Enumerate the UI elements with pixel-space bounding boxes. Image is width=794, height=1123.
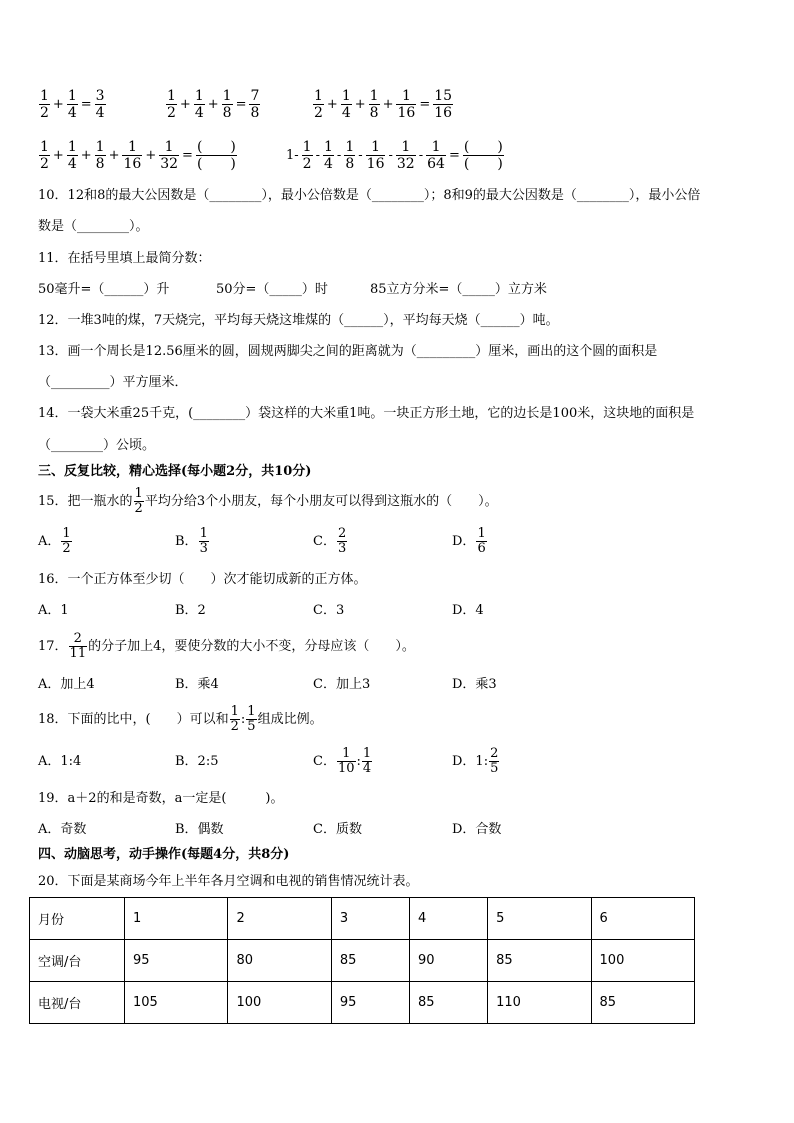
table-cell: 空调/台	[30, 940, 125, 982]
question-13-line1: 13．画一个周长是12.56厘米的圆，圆规两脚尖之间的距离就为（_________）厘米，画出的这个圆的面积是	[38, 344, 658, 359]
q17-option-c[interactable]: C．加上3	[313, 677, 371, 692]
fraction: $\frac{1}{2}$	[62, 526, 71, 556]
q16-option-d[interactable]: D．4	[452, 603, 484, 618]
q16-option-c[interactable]: C．3	[313, 603, 345, 618]
table-cell: 1	[125, 898, 228, 940]
question-10-line1: 10．12和8的最大公因数是（________），最小公倍数是（________）；8和9的最大公因数是（________），最小公倍	[38, 188, 701, 203]
question-14-line1: 14．一袋大米重25千克，(________）袋这样的大米重1吨。一块正方形土地，它的边长是100米，这块地的面积是	[38, 406, 695, 421]
fraction: $\frac{2}{5}$	[490, 746, 499, 776]
fraction: $\frac{1}{2}$	[134, 486, 143, 516]
table-row	[30, 982, 695, 1024]
fraction: $\frac{1}{10}$	[337, 746, 355, 776]
q16-option-b[interactable]: B．2	[175, 603, 206, 618]
section-3-heading: 三、反复比较，精心选择(每小题2分，共10分)	[38, 464, 312, 479]
q18-option-c[interactable]: C． $\frac{1}{10}$ : $\frac{1}{4}$	[313, 746, 372, 776]
table-cell: 80	[228, 940, 331, 982]
fraction: $\frac{1}{2}$	[167, 88, 176, 121]
q16-option-a[interactable]: A．1	[38, 603, 69, 618]
fraction: $\frac{1}{32}$	[396, 139, 415, 172]
fraction: $\frac{1}{16}$	[366, 139, 385, 172]
table-row	[30, 940, 695, 982]
question-19: 19．a＋2的和是奇数，a一定是( )。	[38, 791, 284, 806]
fraction: $\frac{1}{32}$	[160, 139, 179, 172]
q17-option-b[interactable]: B．乘4	[175, 677, 219, 692]
fraction: $\frac{2}{11}$	[69, 631, 87, 661]
table-cell: 85	[409, 982, 487, 1024]
fraction: $\frac{3}{4}$	[95, 88, 105, 121]
answer-blank: $\frac{( )}{( )}$	[463, 139, 503, 172]
question-13-line2: （_________）平方厘米．	[38, 375, 188, 390]
table-cell: 95	[125, 940, 228, 982]
fraction: $\frac{1}{8}$	[222, 88, 232, 121]
question-17: 17． $\frac{2}{11}$ 的分子加上4，要使分数的大小不变，分母应该（ ）。	[38, 631, 415, 661]
fraction: $\frac{1}{4}$	[194, 88, 204, 121]
question-11-title: 11．在括号里填上最简分数：	[38, 251, 211, 266]
fraction: $\frac{1}{2}$	[40, 139, 49, 172]
table-cell: 5	[488, 898, 591, 940]
fraction: $\frac{1}{3}$	[199, 526, 208, 556]
q19-option-d[interactable]: D．合数	[452, 822, 502, 837]
q19-option-c[interactable]: C．质数	[313, 822, 362, 837]
fraction: $\frac{1}{5}$	[247, 704, 256, 734]
question-16: 16．一个正方体至少切（ ）次才能切成新的正方体。	[38, 572, 367, 587]
q19-option-b[interactable]: B．偶数	[175, 822, 224, 837]
table-cell: 6	[591, 898, 694, 940]
fraction: $\frac{1}{8}$	[345, 139, 355, 172]
table-row	[30, 898, 695, 940]
fraction: $\frac{1}{2}$	[40, 88, 49, 121]
fraction: $\frac{1}{16}$	[397, 88, 416, 121]
q15-option-c[interactable]: C． $\frac{2}{3}$	[313, 526, 347, 556]
fraction-sum-2: $\frac{1}{2}$ + $\frac{1}{4}$ + $\frac{1}{8}$ = $\frac{7}{8}$	[167, 88, 260, 121]
table-cell: 95	[331, 982, 409, 1024]
q19-option-a[interactable]: A．奇数	[38, 822, 87, 837]
fraction: $\frac{1}{4}$	[67, 139, 77, 172]
table-cell: 85	[591, 982, 694, 1024]
table-cell: 2	[228, 898, 331, 940]
table-cell: 月份	[30, 898, 125, 940]
fraction-sum-3: $\frac{1}{2}$ + $\frac{1}{4}$ + $\frac{1}{8}$ + $\frac{1}{16}$ = $\frac{15}{16}$	[314, 88, 453, 121]
question-10-line2: 数是（________）。	[38, 219, 149, 234]
q18-option-b[interactable]: B．2:5	[175, 754, 219, 769]
fraction: $\frac{1}{8}$	[369, 88, 379, 121]
table-cell: 3	[331, 898, 409, 940]
fraction: $\frac{1}{4}$	[67, 88, 77, 121]
fraction: $\frac{1}{16}$	[123, 139, 142, 172]
q15-option-a[interactable]: A． $\frac{1}{2}$	[38, 526, 71, 556]
fraction: $\frac{2}{3}$	[337, 526, 347, 556]
table-cell: 90	[409, 940, 487, 982]
fraction: $\frac{1}{4}$	[362, 746, 372, 776]
question-11-part2: 50分=（_____）时	[216, 282, 328, 297]
question-18: 18．下面的比中，( ）可以和 $\frac{1}{2}$ : $\frac{1}{5}$ 组成比例。	[38, 704, 323, 734]
fraction: $\frac{1}{8}$	[95, 139, 105, 172]
q17-option-d[interactable]: D．乘3	[452, 677, 497, 692]
fraction: $\frac{1}{2}$	[302, 139, 312, 172]
answer-blank: $\frac{( )}{( )}$	[196, 139, 236, 172]
table-cell: 4	[409, 898, 487, 940]
fraction: $\frac{1}{2}$	[314, 88, 323, 121]
question-20: 20．下面是某商场今年上半年各月空调和电视的销售情况统计表。	[38, 874, 419, 889]
fraction: $\frac{1}{6}$	[477, 526, 486, 556]
fraction-sum-1: $\frac{1}{2}$ + $\frac{1}{4}$ = $\frac{3}{4}$	[40, 88, 105, 121]
table-cell: 85	[488, 940, 591, 982]
table-cell: 85	[331, 940, 409, 982]
fraction: $\frac{1}{4}$	[341, 88, 351, 121]
q17-option-a[interactable]: A．加上4	[38, 677, 95, 692]
q15-option-d[interactable]: D． $\frac{1}{6}$	[452, 526, 486, 556]
fraction: $\frac{1}{2}$	[230, 704, 239, 734]
question-11-part1: 50毫升=（______）升	[38, 282, 170, 297]
fraction-diff: 1- $\frac{1}{2}$ - $\frac{1}{4}$ - $\frac{1}{8}$ - $\frac{1}{16}$ - $\frac{1}{32}$ - $\frac{1}{64}$ = $\frac{( )}{( )}$	[286, 139, 503, 172]
question-11-part3: 85立方分米=（_____）立方米	[370, 282, 547, 297]
q18-option-d[interactable]: D．1: $\frac{2}{5}$	[452, 746, 499, 776]
table-cell: 105	[125, 982, 228, 1024]
fraction: $\frac{1}{64}$	[427, 139, 445, 172]
question-14-line2: （________）公顷。	[38, 438, 156, 453]
table-cell: 100	[228, 982, 331, 1024]
fraction: $\frac{15}{16}$	[434, 88, 453, 121]
fraction: $\frac{1}{4}$	[324, 139, 333, 172]
fraction: $\frac{7}{8}$	[250, 88, 260, 121]
table-cell: 100	[591, 940, 694, 982]
sales-table	[29, 897, 695, 1024]
section-4-heading: 四、动脑思考，动手操作(每题4分，共8分)	[38, 847, 290, 862]
question-12: 12．一堆3吨的煤，7天烧完，平均每天烧这堆煤的（______），平均每天烧（______）吨。	[38, 313, 559, 328]
q15-option-b[interactable]: B． $\frac{1}{3}$	[175, 526, 208, 556]
fraction-sum-4: $\frac{1}{2}$ + $\frac{1}{4}$ + $\frac{1}{8}$ + $\frac{1}{16}$ + $\frac{1}{32}$ = $\frac{( )}{( )}$	[40, 139, 236, 172]
table-cell: 电视/台	[30, 982, 125, 1024]
q18-option-a[interactable]: A．1:4	[38, 754, 82, 769]
table-cell: 110	[488, 982, 591, 1024]
question-15: 15．把一瓶水的 $\frac{1}{2}$ 平均分给3个小朋友，每个小朋友可以得到这瓶水的（ ）。	[38, 486, 498, 516]
